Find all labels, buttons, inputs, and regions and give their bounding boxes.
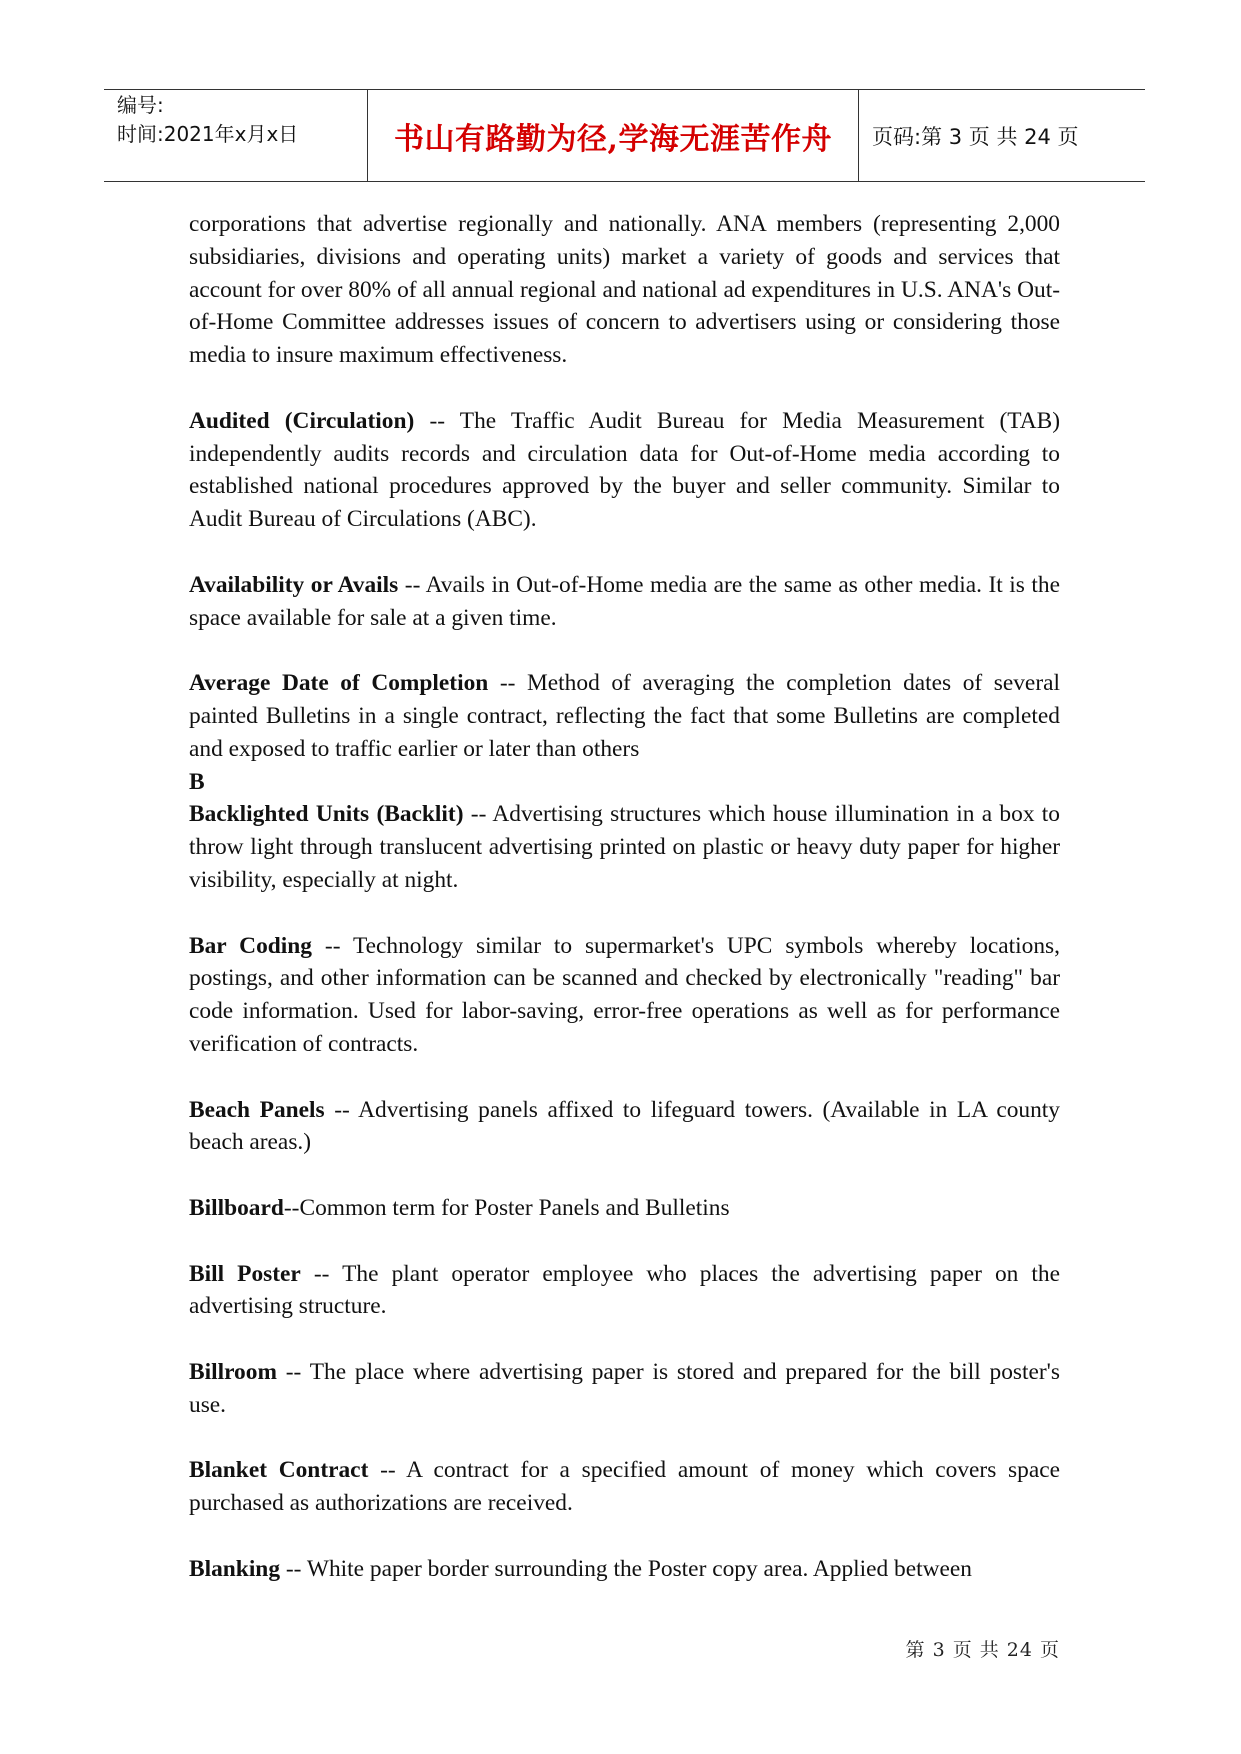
page-footer [900,1635,1060,1662]
document-number-label: 编号: [117,93,164,117]
entry-definition: The plant operator employee who places the advertising paper on the advertising structure. [189,1260,1060,1320]
glossary-entry [189,1454,1060,1520]
header-meta [104,90,368,181]
entry-term: Average Date of Completion [189,670,489,697]
entry-term: Availability or Avails [189,571,399,598]
footer-page-number: 第 3 页 共 24 页 [905,1639,1060,1661]
header-page-label: 页码:第 3 页 共 24 页 [872,124,1079,149]
document-time-label: 时间:2021年x月x日 [117,122,299,146]
glossary-entry [189,1258,1060,1324]
entry-separator: -- [368,1457,407,1484]
entry-separator: -- [414,407,460,434]
intro-paragraph: corporations that advertise regionally and nationally. ANA members (representing 2,000 subsidiaries, divisions and operating units) market a variety of goods and services that account for over 80% of all annual regional and national ad expenditures in U.S. ANA's Out-of-Home Committee addresses issues of concern to advertisers using or considering those media to insure maximum effectiveness. [189,211,1060,369]
header-page-cell [859,90,1145,181]
entry-definition: Technology similar to supermarket's UPC symbols whereby locations, postings, and other information can be scanned and checked by electronically "reading" bar code information. Used for labor-saving, error-free operations as well as for performance verification of contracts. [189,932,1060,1057]
entry-term: Billroom [189,1358,277,1385]
entry-separator: -- [311,932,353,959]
entry-term: Backlighted Units (Backlit) [189,801,464,828]
page-header [104,89,1145,182]
glossary-entry [189,1356,1060,1422]
glossary-entry [189,930,1060,1061]
entry-definition: The place where advertising paper is stored and prepared for the bill poster's use. [189,1358,1060,1418]
glossary-entry [189,667,1060,765]
glossary-body [189,208,1060,1585]
entry-definition: Advertising structures which house illumination in a box to throw light through translucent advertising printed on plastic or heavy duty paper for higher visibility, especially at night. [189,801,1061,893]
entry-definition: Common term for Poster Panels and Bulletins [299,1194,730,1221]
header-motto-cell [368,90,859,181]
entry-definition: Method of averaging the completion dates of several painted Bulletins in a single contract, reflecting the fact that some Bulletins are completed and exposed to traffic earlier or later than others [189,670,1060,762]
entry-term: Bar Coding [189,932,312,959]
entry-separator: -- [283,1194,300,1221]
entry-separator: -- [276,1358,310,1385]
entry-term: Billboard [189,1194,284,1221]
entry-term: Blanket Contract [189,1457,369,1484]
glossary-entry [189,1192,1060,1225]
entry-separator: -- [280,1555,307,1582]
entry-definition: A contract for a specified amount of money which covers space purchased as authorizations are received. [189,1457,1061,1517]
entry-definition: White paper border surrounding the Poster copy area. Applied between [306,1555,972,1582]
glossary-entry [189,798,1060,896]
entry-term: Blanking [189,1555,281,1582]
entry-term: Beach Panels [189,1096,325,1123]
entry-definition: Advertising panels affixed to lifeguard towers. (Available in LA county beach areas.) [189,1096,1061,1156]
glossary-entry [189,1553,1060,1586]
section-letter: B [189,768,205,795]
entry-definition: The Traffic Audit Bureau for Media Measurement (TAB) independently audits records and circulation data for Out-of-Home media according to established national procedures approved by the buyer and seller community. Similar to Audit Bureau of Circulations (ABC). [189,407,1060,533]
entry-separator: -- [398,571,426,598]
entry-separator: -- [463,801,493,828]
entry-separator: -- [488,670,527,697]
glossary-entry [189,1094,1060,1160]
entry-term: Bill Poster [189,1260,301,1287]
header-motto: 书山有路勤为径,学海无涯苦作舟 [394,121,832,157]
entry-term: Audited (Circulation) [189,407,415,434]
entry-definition: Avails in Out-of-Home media are the same as other media. It is the space available for sale at a given time. [189,571,1060,631]
glossary-entry [189,405,1060,536]
glossary-entry [189,569,1060,635]
entry-separator: -- [324,1096,359,1123]
entry-separator: -- [300,1260,343,1287]
